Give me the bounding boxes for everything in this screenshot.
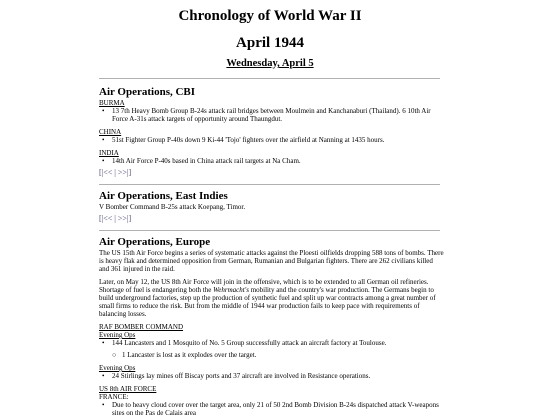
region-label-france: FRANCE: xyxy=(99,393,129,401)
bullet-icon: • xyxy=(102,372,105,380)
list-item-text: 14th Air Force P-40s based in China attack rail targets at Na Cham. xyxy=(112,157,301,165)
list-item xyxy=(102,136,444,144)
paragraph-text: Later, on May 12, the US 8th Air Force will join in the offensive, which is to be extended to all German oil refineries. Shortage of fuel is endangering both the xyxy=(99,278,429,294)
section-title-cbi: Air Operations, CBI xyxy=(99,86,196,98)
bullet-icon: • xyxy=(102,157,105,165)
section-nav-links[interactable]: [|<< | >>|] xyxy=(99,168,132,177)
divider xyxy=(99,78,440,79)
circle-bullet-icon: ○ xyxy=(112,351,117,359)
emphasis-text: Wehrmacht's xyxy=(213,286,249,294)
paragraph xyxy=(99,278,444,318)
ops-label: Evening Ops xyxy=(99,364,136,372)
section-title-east-indies: Air Operations, East Indies xyxy=(99,190,228,202)
section-text: V Bomber Command B-25s attack Koepang, Timor. xyxy=(99,203,246,211)
list-item-text: Due to heavy cloud cover over the target area, only 21 of 50 2nd Bomb Division B-24s dispatched attack V-weapons sites on the Pas de Calais area xyxy=(112,401,439,417)
list-item-text: 1 Lancaster is lost as it explodes over the target. xyxy=(122,351,257,359)
unit-label-raf: RAF BOMBER COMMAND xyxy=(99,323,184,331)
list-item-text: 51st Fighter Group P-40s down 9 Ki-44 'Tojo' fighters over the airfield at Nanning at 1435 hours. xyxy=(112,136,385,144)
paragraph-text: mobility and the country's war production. The Germans begin to build underground factories, step up the production of synthetic fuel and split up war contracts among a great number of small firms to reduce the risk. But from the middle of 1944 war production fails to keep pace with requirements of balancing losses. xyxy=(99,286,436,318)
content xyxy=(99,86,444,417)
region-label-burma: BURMA xyxy=(99,99,125,107)
unit-label-usaaf: US 8th AIR FORCE xyxy=(99,385,157,393)
page-title: Chronology of World War II xyxy=(178,8,362,24)
region-label-china: CHINA xyxy=(99,128,122,136)
list-item xyxy=(112,351,444,359)
list-item xyxy=(102,107,444,123)
bullet-icon: • xyxy=(102,107,105,115)
list-item-text: 24 Stirlings lay mines off Biscay ports and 37 aircraft are involved in Resistance operations. xyxy=(112,372,371,380)
bullet-icon: • xyxy=(102,401,105,409)
section-title-europe: Air Operations, Europe xyxy=(99,236,211,248)
list-item xyxy=(102,401,444,417)
list-item xyxy=(102,157,444,165)
region-label-india: INDIA xyxy=(99,149,119,157)
paragraph: The US 15th Air Force begins a series of systematic attacks against the Ploesti oilfields dropping 588 tons of bombs. There is heavy flak and determined opposition from German, Rumanian and Bulgarian fighters. There are 262 civilians killed and 361 injured in the raid. xyxy=(99,249,444,273)
bullet-icon: • xyxy=(102,136,105,144)
month-heading: April 1944 xyxy=(236,35,304,51)
list-item-text: 144 Lancasters and 1 Mosquito of No. 5 Group successfully attack an aircraft factory at Toulouse. xyxy=(112,339,387,347)
bullet-icon: • xyxy=(102,339,105,347)
list-item-text: 13 7th Heavy Bomb Group B-24s attack rail bridges between Moulmein and Kanchanaburi (Thailand). 6 10th Air Force A-31s attack targets of opportunity around Thaungdut. xyxy=(112,107,431,123)
list-item xyxy=(102,339,444,347)
list-item xyxy=(102,372,444,380)
section-nav-links[interactable]: [|<< | >>|] xyxy=(99,214,132,223)
ops-label: Evening Ops xyxy=(99,331,136,339)
day-heading: Wednesday, April 5 xyxy=(226,58,314,69)
